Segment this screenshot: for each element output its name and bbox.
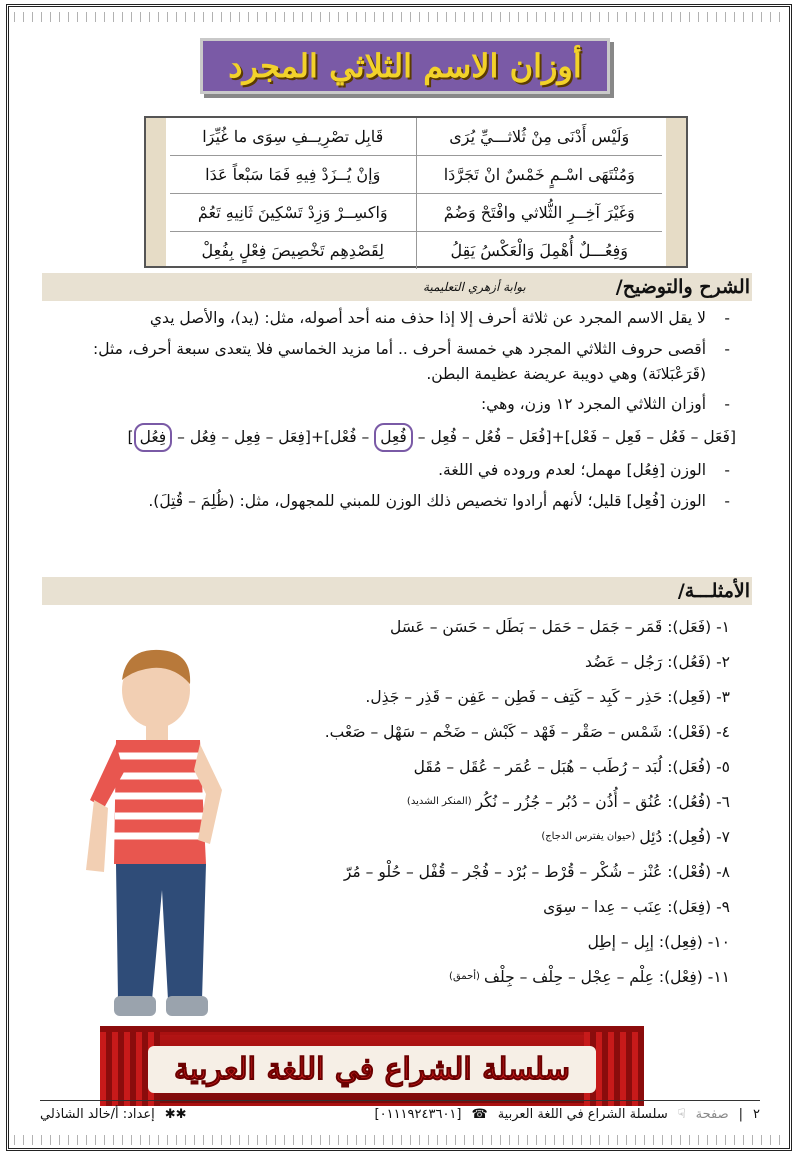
- example-note: (المنكر الشديد): [406, 796, 472, 808]
- footer-stars: ✱✱: [164, 1106, 187, 1122]
- page-word: صفحة: [695, 1106, 729, 1122]
- poem-row: [170, 156, 662, 194]
- decorative-border-bottom: [14, 1135, 786, 1145]
- page-number: ٢: [753, 1106, 760, 1122]
- poem-table: [144, 116, 688, 268]
- explain-item: - أقصى حروف الثلاثي المجرد هي خمسة أحرف .. أما مزيد الخماسي فلا يتعدى سبعة أحرف، مثل: (قَرَعْبَلانَة) وهي دويبة عريضة عظيمة البطن.: [64, 337, 736, 387]
- examples-list: [250, 610, 730, 995]
- examples-heading: الأمثلـــة/: [677, 580, 750, 602]
- poem-first-hemistich: وَغَيْرَ آخِــرِ الثُّلاثي وافْتَحْ وَضُمْ: [416, 194, 663, 231]
- series-banner: [100, 1026, 644, 1106]
- poem-row: [170, 194, 662, 232]
- circled-weight: فِعُل: [134, 423, 173, 452]
- title-banner: [200, 38, 610, 94]
- explain-item: - لا يقل الاسم المجرد عن ثلاثة أحرف إلا إذا حذف منه أحد أصوله، مثل: (يد)، والأصل يدي: [64, 306, 736, 331]
- page-footer: ٢ | صفحة ☟ سلسلة الشراع في اللغة العربية ☎ [٠١١١٩٢٤٣٦٠١] ✱✱ إعداد: أ/خالد الشاذلي: [40, 1100, 760, 1127]
- explain-item: - أوزان الثلاثي المجرد ١٢ وزن، وهي:: [64, 392, 736, 417]
- footer-author: إعداد: أ/خالد الشاذلي: [40, 1106, 155, 1122]
- example-item: ٣- (فَعِل): حَذِر – كَبِد – كَتِف – فَطِن – عَفِن – قَذِر – جَذِل.: [365, 687, 730, 706]
- circled-weight: فُعِل: [374, 423, 413, 452]
- example-item: ٨- (فُعْل): عُنْز – شُكْر – قُرْط – بُرْد – فُجْر – قُفْل – حُلْو – مُرّ: [343, 862, 730, 881]
- poem-first-hemistich: وَلَيْس أَدْنَى مِنْ ثُلاثـــيِّ يُرَى: [416, 118, 663, 155]
- poem-second-hemistich: لِقَصْدِهِم تَخْصِيصَ فِعْلٍ بِفُعِلْ: [201, 241, 385, 260]
- decorative-border-top: [14, 12, 786, 22]
- example-item: ٩- (فِعَل): عِنَب – عِدا – سِوَى: [543, 897, 730, 916]
- poem-second-hemistich: وَإنْ يُــزَدْ فِيهِ فَمَا سَبْعاً عَدَا: [205, 165, 381, 184]
- footer-series: سلسلة الشراع في اللغة العربية: [497, 1106, 668, 1122]
- poem-first-hemistich: وَمُنْتَهَى اسْـمٍ خَمْسٌ انْ تَجَرَّدَا: [416, 156, 663, 193]
- example-item: ٥- (فُعَل): لُبَد – رُطَب – هُبَل – عُمَر – عُقَل – مُقَل: [413, 757, 730, 776]
- explain-heading: الشرح والتوضيح/: [615, 276, 750, 298]
- poem-row: [170, 232, 662, 269]
- poem-second-hemistich: وَاكسِــرْ وَزِدْ تَسْكِينَ ثَانِيهِ تَعُمْ: [197, 203, 388, 222]
- weights-line: [فَعَل – فَعُل – فَعِل – فَعْل]+[فُعَل – فُعُل – فُعِل – فُعِل – فُعْل]+[فِعَل – فِعِل – فِعُل – فِعُل]: [64, 423, 736, 452]
- page-title: أوزان الاسم الثلاثي المجرد: [228, 47, 582, 85]
- portal-name: بوابة أزهري التعليمية: [423, 280, 526, 294]
- example-item: ٤- (فَعْل): شَمْس – صَقْر – فَهْد – كَبْش – ضَخْم – سَهْل – صَعْب.: [324, 722, 730, 741]
- poem-second-hemistich: قَابِل تصْرِيــفِ سِوَى ما غُيِّرَا: [202, 127, 384, 146]
- explain-heading-bar: [42, 273, 752, 301]
- footer-phone: [٠١١١٩٢٤٣٦٠١]: [374, 1106, 462, 1122]
- poem-row: [170, 118, 662, 156]
- example-note: (حيوان يفترس الدجاج): [541, 831, 636, 843]
- explain-item: - الوزن [فِعُل] مهمل؛ لعدم وروده في اللغة.: [64, 458, 736, 483]
- example-item: ١- (فَعَل): قَمَر – جَمَل – حَمَل – بَطَل – حَسَن – عَسَل: [389, 617, 730, 636]
- phone-icon: ☎: [471, 1106, 488, 1122]
- example-item: ٢- (فَعُل): رَجُل – عَضُد: [585, 652, 730, 671]
- example-item: ١٠- (فِعِل): إبِل – إطِل: [587, 932, 730, 951]
- examples-heading-bar: [42, 577, 752, 605]
- poem-first-hemistich: وَفِعُـــلٌ أُهْمِلَ وَالْعَكْسُ يَقِلُ: [416, 232, 663, 269]
- example-item: ٧- (فُعِل): دُئِل (حيوان يفترس الدجاج): [541, 827, 730, 846]
- example-item: ١١- (فِعْل): عِلْم – عِجْل – حِلْف – جِلْف (أحمق): [449, 967, 730, 986]
- boy-illustration: [64, 640, 234, 1030]
- explain-item: - الوزن [فُعِل] قليل؛ لأنهم أرادوا تخصيص ذلك الوزن للمبني للمجهول، مثل: (ظُلِمَ – قُتِلَ).: [64, 489, 736, 514]
- example-item: ٦- (فُعُل): عُنُق – أُذُن – دُبُر – جُزُر – نُكُر (المنكر الشديد): [406, 792, 730, 811]
- hand-icon: ☟: [677, 1106, 686, 1122]
- explain-list: [64, 306, 736, 520]
- example-note: (أحمق): [449, 971, 480, 983]
- series-banner-text: سلسلة الشراع في اللغة العربية: [174, 1051, 570, 1087]
